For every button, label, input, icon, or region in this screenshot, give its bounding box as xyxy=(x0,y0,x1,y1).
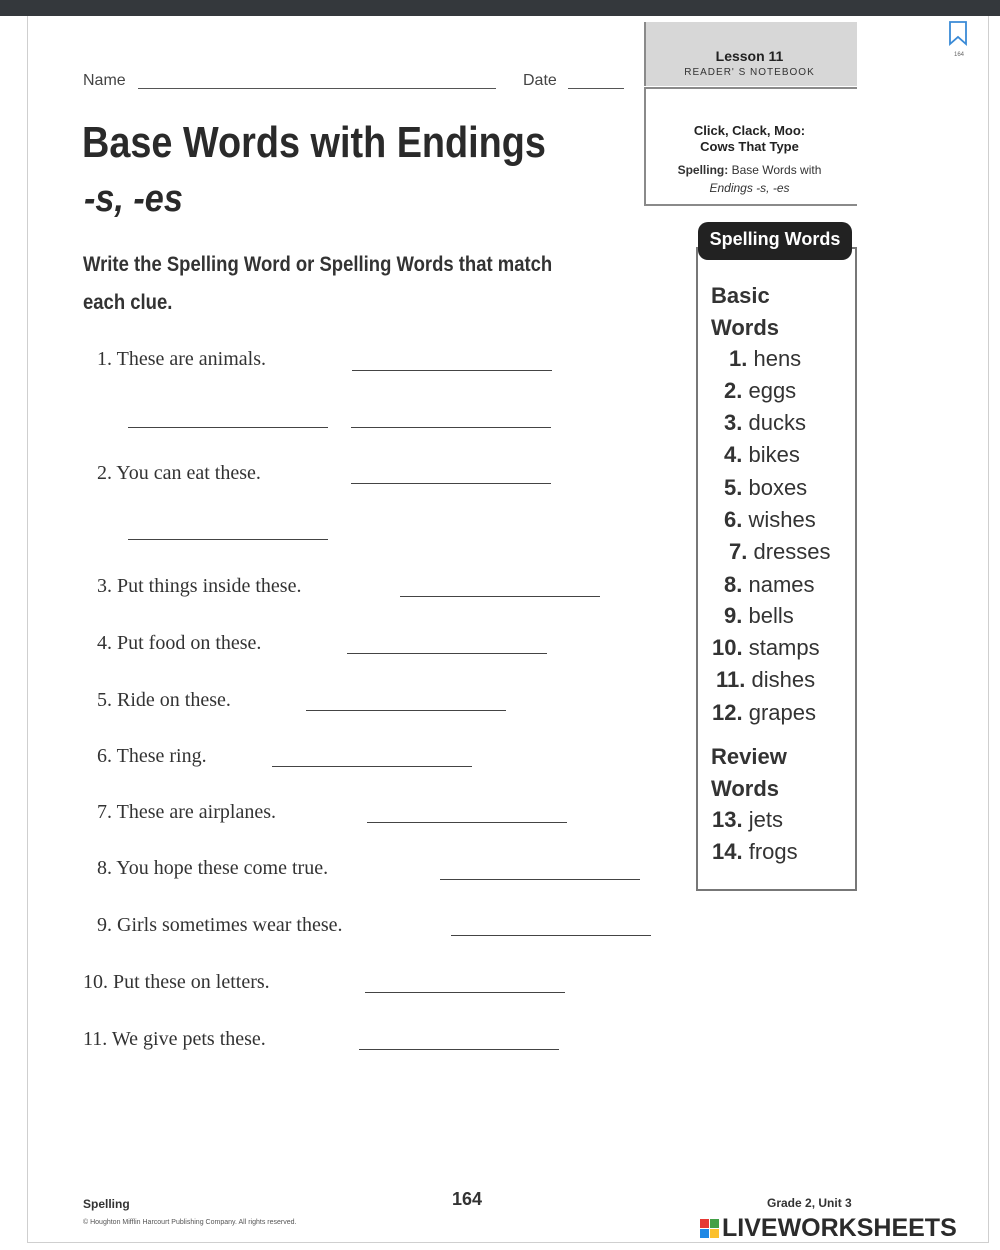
story-title-line1: Click, Clack, Moo: xyxy=(693,123,806,138)
instructions: Write the Spelling Word or Spelling Words that match each clue. xyxy=(83,253,553,314)
spelling-word: 9. bells xyxy=(724,603,794,628)
page-number: 164 xyxy=(452,1189,483,1209)
viewer-toolbar xyxy=(0,0,1000,16)
clue-10: 10. Put these on letters. xyxy=(83,971,270,993)
clue-11: 11. We give pets these. xyxy=(83,1028,266,1050)
spelling-word: 4. bikes xyxy=(724,442,800,467)
page-subtitle: -s, -es xyxy=(84,178,183,220)
name-label: Name xyxy=(83,72,126,89)
answer-6[interactable] xyxy=(272,766,472,767)
spelling-word: 6. wishes xyxy=(724,507,816,532)
spelling-word: 8. names xyxy=(724,572,815,597)
basic-heading-line2: Words xyxy=(711,315,780,340)
answer-8[interactable] xyxy=(440,879,640,880)
page-indicator: 164 xyxy=(954,52,965,58)
page-title: Base Words with Endings xyxy=(82,118,546,167)
review-heading-line1: Review xyxy=(711,744,787,769)
name-answer-line[interactable] xyxy=(138,88,496,89)
answer-4[interactable] xyxy=(347,653,547,654)
footer-subject: Spelling xyxy=(83,1197,130,1211)
clue-6: 6. These ring. xyxy=(97,745,207,767)
skill-text-2: Endings -s, -es xyxy=(709,181,790,195)
skill-text-1: Base Words with xyxy=(728,163,822,177)
spelling-word: 10. stamps xyxy=(712,635,820,660)
answer-5[interactable] xyxy=(306,710,506,711)
logo-grid-icon xyxy=(700,1219,719,1238)
lesson-number: Lesson 11 xyxy=(715,48,784,64)
clue-9: 9. Girls sometimes wear these. xyxy=(97,914,343,936)
notebook-label: READER' S NOTEBOOK xyxy=(684,67,815,78)
grade-unit: Grade 2, Unit 3 xyxy=(767,1196,852,1210)
clue-5: 5. Ride on these. xyxy=(97,689,231,711)
spelling-word: 7. dresses xyxy=(729,539,831,564)
spelling-word: 13. jets xyxy=(712,807,783,832)
answer-2a[interactable] xyxy=(351,483,551,484)
spelling-word: 12. grapes xyxy=(712,700,816,725)
bookmark-icon[interactable] xyxy=(946,20,970,46)
answer-9[interactable] xyxy=(451,935,651,936)
spelling-words-tab: Spelling Words xyxy=(698,222,852,260)
answer-1c[interactable] xyxy=(351,427,551,428)
date-label: Date xyxy=(523,72,557,89)
clue-2: 2. You can eat these. xyxy=(97,462,261,484)
basic-heading-line1: Basic xyxy=(711,283,770,308)
review-words-heading xyxy=(711,741,787,805)
story-title-line2: Cows That Type xyxy=(700,139,799,154)
clue-8: 8. You hope these come true. xyxy=(97,857,329,879)
date-answer-line[interactable] xyxy=(568,88,624,89)
spelling-word: 11. dishes xyxy=(716,667,816,692)
answer-7[interactable] xyxy=(367,822,567,823)
answer-1b[interactable] xyxy=(128,427,328,428)
clue-1: 1. These are animals. xyxy=(97,348,267,370)
answer-11[interactable] xyxy=(359,1049,559,1050)
skill-label: Spelling: xyxy=(677,163,729,177)
skill-description xyxy=(644,161,855,197)
answer-1a[interactable] xyxy=(352,370,552,371)
clue-7: 7. These are airplanes. xyxy=(97,801,276,823)
review-heading-line2: Words xyxy=(711,776,780,801)
copyright: © Houghton Mifflin Harcourt Publishing Company. All rights reserved. xyxy=(83,1219,297,1226)
liveworksheets-logo xyxy=(700,1214,957,1243)
spelling-word: 5. boxes xyxy=(724,475,808,500)
basic-words-heading xyxy=(711,280,779,344)
clue-4: 4. Put food on these. xyxy=(97,632,262,654)
spelling-word: 14. frogs xyxy=(712,839,798,864)
spelling-word: 3. ducks xyxy=(724,410,806,435)
spelling-word: 2. eggs xyxy=(724,378,797,403)
answer-2b[interactable] xyxy=(128,539,328,540)
spelling-word: 1. hens xyxy=(729,346,802,371)
logo-text: LIVEWORKSHEETS xyxy=(722,1214,957,1242)
answer-3[interactable] xyxy=(400,596,600,597)
clue-3: 3. Put things inside these. xyxy=(97,575,302,597)
answer-10[interactable] xyxy=(365,992,565,993)
